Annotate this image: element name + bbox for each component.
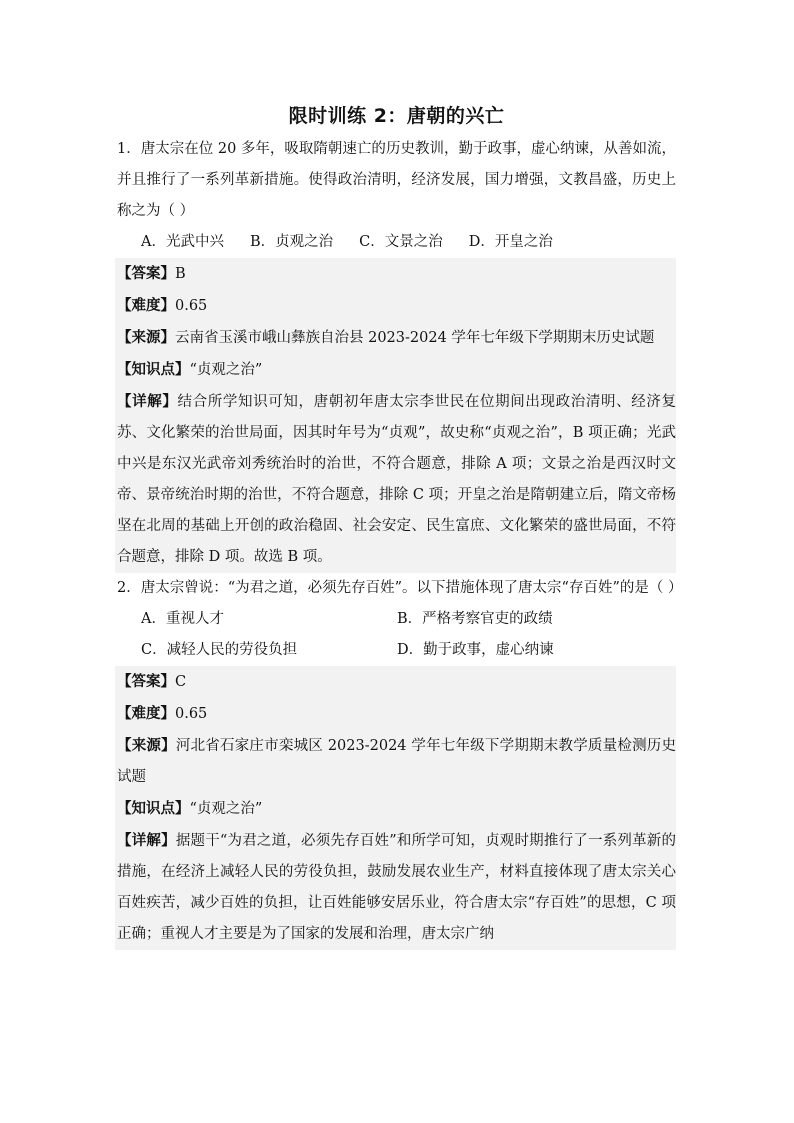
source-value: 云南省玉溪市峨山彝族自治县 2023-2024 学年七年级下学期期末历史试题 (175, 330, 655, 346)
page-title: 限时训练 2：唐朝的兴亡 (288, 105, 505, 127)
option-a: A．重视人才 (141, 611, 224, 627)
option-a: A．光武中兴 (141, 234, 224, 250)
question-options (117, 227, 676, 258)
difficulty-value: 0.65 (175, 706, 208, 722)
source-line (117, 322, 676, 354)
document-page (117, 102, 683, 950)
detail-line (117, 386, 676, 573)
answer-block (115, 666, 676, 950)
answer-line (117, 258, 676, 290)
detail-tag: 【详解】 (117, 832, 176, 849)
answer-tag: 【答案】 (117, 673, 175, 690)
knowledge-line (117, 354, 676, 386)
difficulty-tag: 【难度】 (117, 705, 175, 722)
answer-line (117, 666, 676, 698)
source-tag: 【来源】 (117, 737, 176, 754)
option-c: C．文景之治 (359, 234, 443, 250)
question-options (117, 604, 676, 666)
option-d: D．开皇之治 (468, 234, 553, 250)
question-stem: 2．唐太宗曾说：“为君之道，必须先存百姓”。以下措施体现了唐太宗“存百姓”的是（ ） (117, 580, 683, 596)
knowledge-value: “贞观之治” (189, 362, 263, 378)
knowledge-value: “贞观之治” (189, 801, 263, 817)
detail-line (117, 825, 676, 950)
answer-value: B (175, 266, 186, 282)
knowledge-tag: 【知识点】 (117, 800, 190, 817)
question-2 (117, 573, 683, 950)
answer-block (115, 258, 676, 573)
detail-value: 据题干“为君之道，必须先存百姓”和所学可知，贞观时期推行了一系列革新的措施，在经济上减轻人民的劳役负担，鼓励发展农业生产，材料直接体现了唐太宗关心百姓疾苦，减少百姓的负担，让百姓能够安居乐业，符合唐太宗“存百姓”的思想，C 项正确；重视人才主要是为了国家的发展和治理，唐太宗广纳 (117, 833, 676, 942)
question-1 (117, 134, 676, 573)
difficulty-value: 0.65 (175, 298, 208, 314)
option-d: D．勤于政事，虚心纳谏 (397, 642, 554, 658)
knowledge-tag: 【知识点】 (117, 361, 190, 378)
difficulty-line (117, 698, 676, 730)
option-b: B．严格考察官吏的政绩 (397, 611, 553, 627)
detail-tag: 【详解】 (117, 393, 178, 410)
source-tag: 【来源】 (117, 329, 175, 346)
knowledge-line (117, 793, 676, 825)
difficulty-line (117, 290, 676, 322)
option-c: C．减轻人民的劳役负担 (141, 642, 298, 658)
answer-tag: 【答案】 (117, 265, 175, 282)
answer-value: C (175, 674, 187, 690)
question-stem: 1．唐太宗在位 20 多年，吸取隋朝速亡的历史教训，勤于政事，虚心纳谏，从善如流，并且推行了一系列革新措施。使得政治清明，经济发展，国力增强，文教昌盛，历史上称之为（ ） (117, 141, 676, 219)
difficulty-tag: 【难度】 (117, 297, 175, 314)
option-b: B．贞观之治 (249, 234, 334, 250)
detail-value: 结合所学知识可知，唐朝初年唐太宗李世民在位期间出现政治清明、经济复苏、文化繁荣的治世局面，因其时年号为“贞观”，故史称“贞观之治”，B 项正确；光武中兴是东汉光武帝刘秀统治时的治世，不符合题意，排除 A 项；文景之治是西汉时文帝、景帝统治时期的治世，不符合题意，排除 C 项；开皇之治是隋朝建立后，隋文帝杨坚在北周的基础上开创的政治稳固、社会安定、民生富庶、文化繁荣的盛世局面，不符合题意，排除 D 项。故选 B 项。 (117, 394, 676, 565)
source-line (117, 730, 676, 793)
source-value: 河北省石家庄市栾城区 2023-2024 学年七年级下学期期末教学质量检测历史试题 (117, 738, 676, 785)
